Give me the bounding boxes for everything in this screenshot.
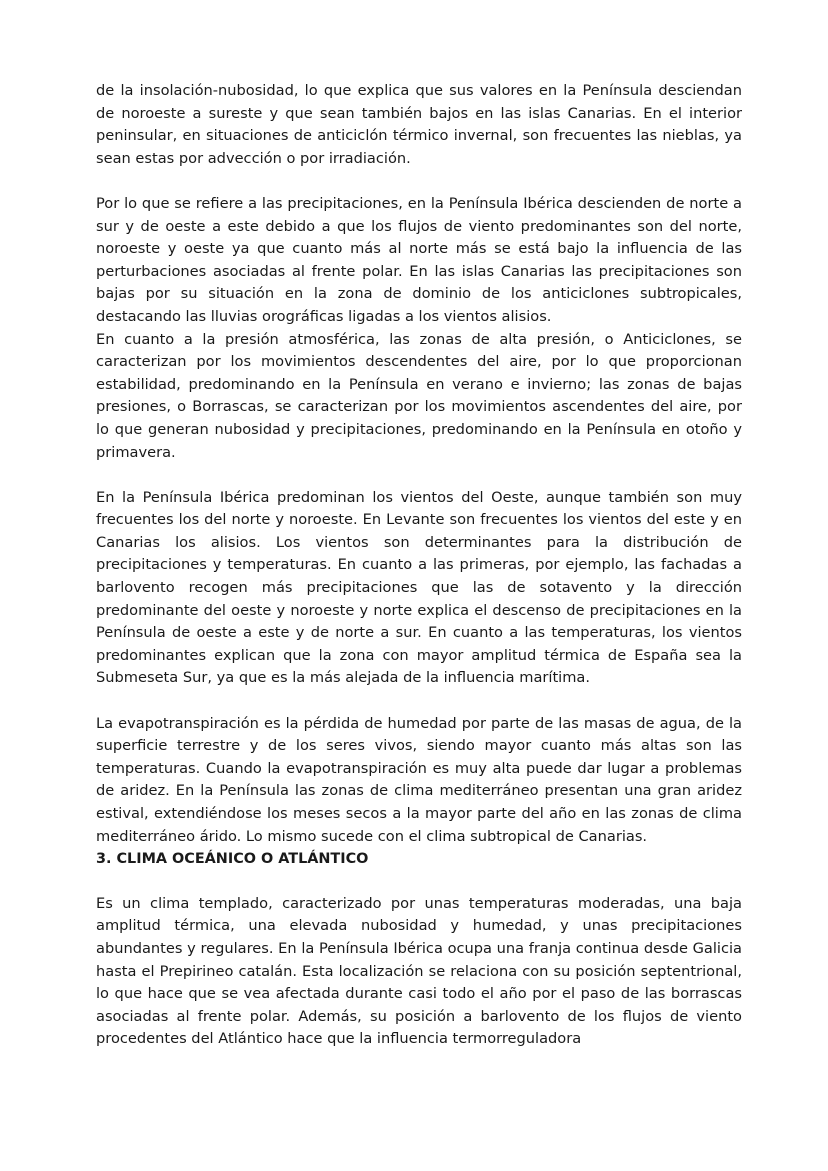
paragraph-oceanic-climate: Es un clima templado, caracterizado por unas temperaturas moderadas, una baja amplitud térmica, una elevada nubosidad y humedad, y unas precipitaciones abundantes y regulares. En la Península Ibérica ocupa una franja continua desde Galicia hasta el Prepirineo catalán. Esta localización se relaciona con su posición septentrional, lo que hace que se vea afectada durante casi todo el año por el paso de las borrascas asociadas al frente polar. Además, su posición a barlovento de los flujos de viento procedentes del Atlántico hace que la influencia termorreguladora <box>96 894 742 1048</box>
document-page <box>96 80 742 1051</box>
paragraph-evapotranspiration: La evapotranspiración es la pérdida de humedad por parte de las masas de agua, de la superficie terrestre y de los seres vivos, siendo mayor cuanto más altas son las temperaturas. Cuando la evapotranspiración es muy alta puede dar lugar a problemas de aridez. En la Península las zonas de clima mediterráneo presentan una gran aridez estival, extendiéndose los meses secos a la mayor parte del año en las zonas de clima mediterráneo árido. Lo mismo sucede con el clima subtropical de Canarias. <box>96 714 742 845</box>
paragraph-winds: En la Península Ibérica predominan los vientos del Oeste, aunque también son muy frecuentes los del norte y noroeste. En Levante son frecuentes los vientos del este y en Canarias los alisios. Los vientos son determinantes para la distribución de precipitaciones y temperaturas. En cuanto a las primeras, por ejemplo, las fachadas a barlovento recogen más precipitaciones que las de sotavento y la dirección predominante del oeste y noroeste y norte explica el descenso de precipitaciones en la Península de oeste a este y de norte a sur. En cuanto a las temperaturas, los vientos predominantes explican que la zona con mayor amplitud térmica de España sea la Submeseta Sur, ya que es la más alejada de la influencia marítima. <box>96 488 742 687</box>
section-heading: 3. CLIMA OCEÁNICO O ATLÁNTICO <box>96 851 369 868</box>
paragraph-pressure: En cuanto a la presión atmosférica, las zonas de alta presión, o Anticiclones, se caracterizan por los movimientos descendentes del aire, por lo que proporcionan estabilidad, predominando en la Península en verano e invierno; las zonas de bajas presiones, o Borrascas, se caracterizan por los movimientos ascendentes del aire, por lo que generan nubosidad y precipitaciones, predominando en la Península en otoño y primavera. <box>96 330 742 461</box>
paragraph-insolation: de la insolación-nubosidad, lo que explica que sus valores en la Península desciendan de noroeste a sureste y que sean también bajos en las islas Canarias. En el interior peninsular, en situaciones de anticiclón térmico invernal, son frecuentes las nieblas, ya sean estas por advección o por irradiación. <box>96 82 742 167</box>
paragraph-precipitation: Por lo que se refiere a las precipitaciones, en la Península Ibérica descienden de norte a sur y de oeste a este debido a que los flujos de viento predominantes son del norte, noroeste y oeste ya que cuanto más al norte más se está bajo la influencia de las perturbaciones asociadas al frente polar. En las islas Canarias las precipitaciones son bajas por su situación en la zona de dominio de los anticiclones subtropicales, destacando las lluvias orográficas ligadas a los vientos alisios. <box>96 194 742 325</box>
